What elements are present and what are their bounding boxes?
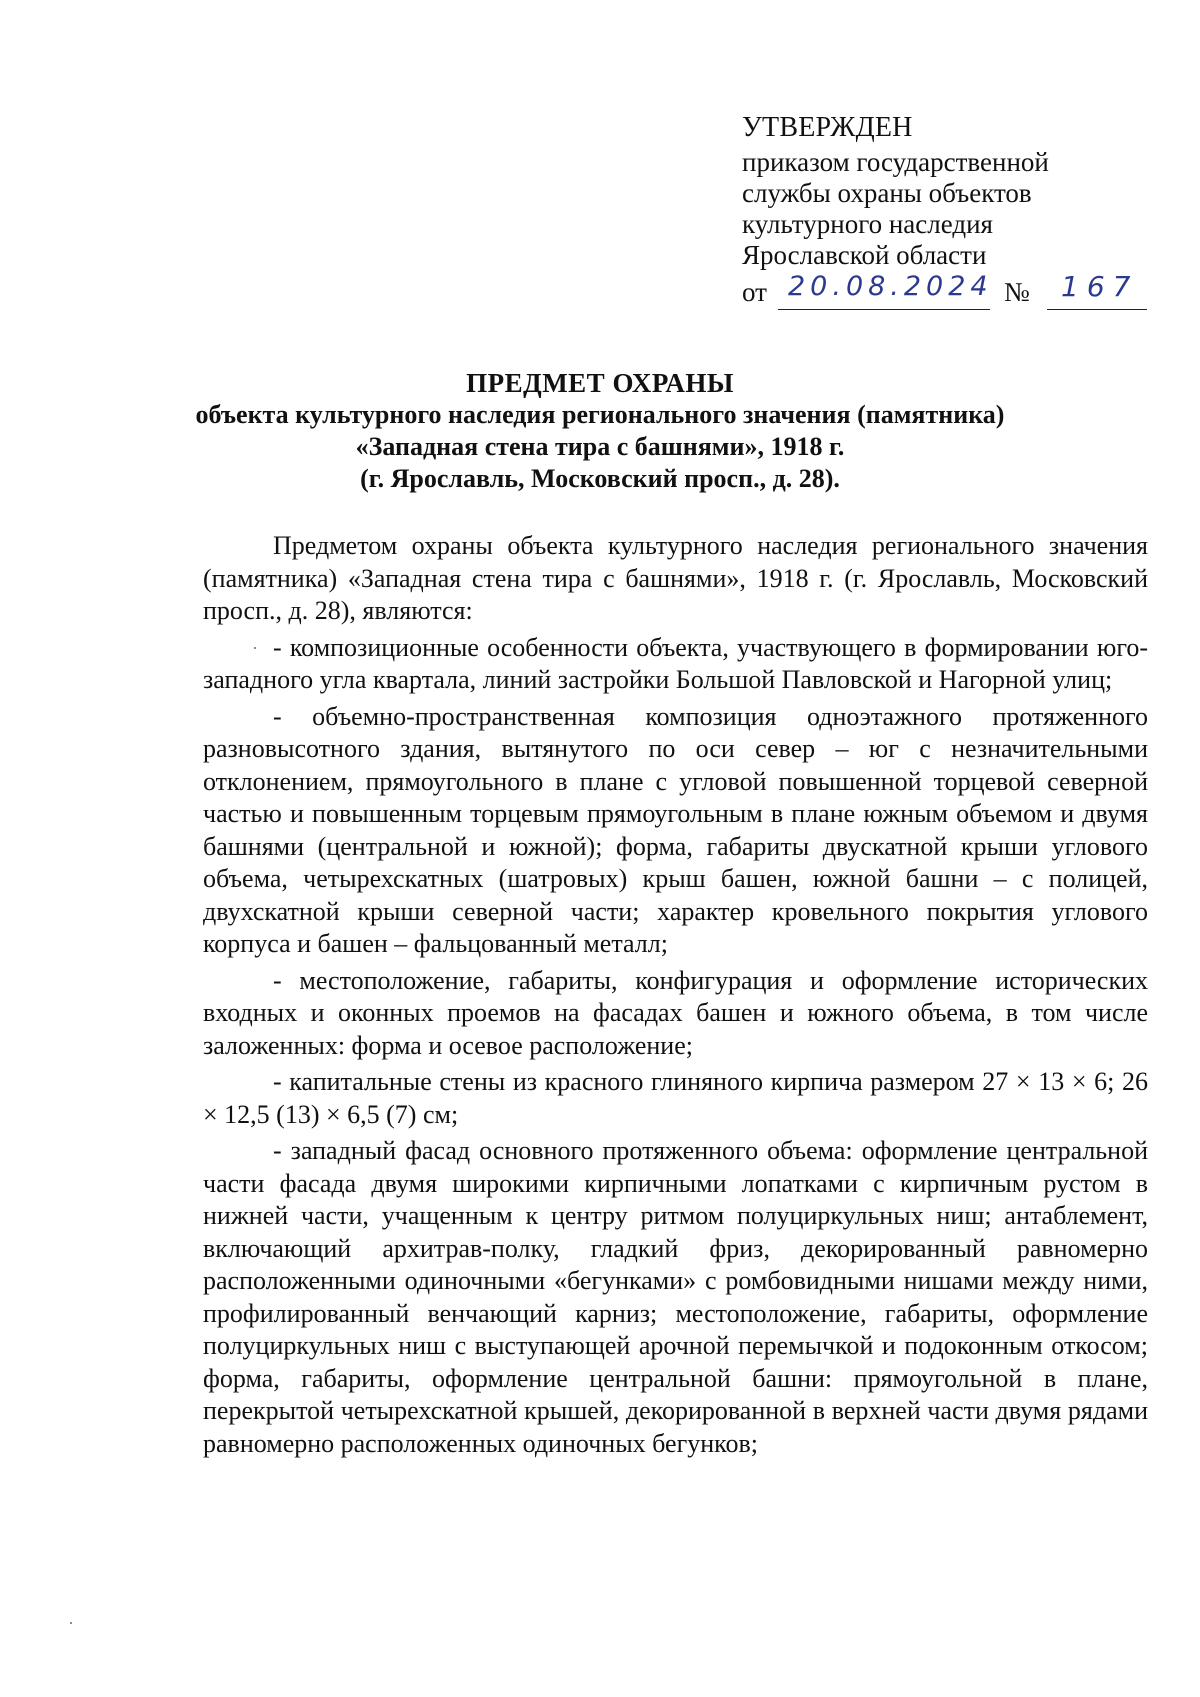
document-title: ПРЕДМЕТ ОХРАНЫ (466, 368, 734, 398)
date-field (778, 271, 993, 310)
scan-speck (70, 1622, 72, 1624)
title-line: (г. Ярославль, Московский просп., д. 28). (360, 464, 840, 493)
approval-line: культурного наследия (742, 209, 993, 239)
handwritten-date: 20.08.2024 (788, 271, 993, 302)
approval-line: приказом государственной (742, 147, 1049, 177)
list-item: - западный фасад основного протяженного объема: оформление центральной части фасада двумя широкими кирпичными лопатками с кирпичным рустом в нижней части, учащенным к центру ритмом полуциркульных ниш; антаблемент, включающий архитрав-полку, гладкий фриз, декорированный равномерно расположенными одиночными «бегунками» с ромбовидными нишами между ними, профилированный венчающий карниз; местоположение, габариты, оформление полуциркульных ниш с выступающей арочной перемычкой и подоконным откосом; форма, габариты, оформление центральной башни: прямоугольной в плане, перекрытой четырехскатной крышей, декорированной в верхней части двумя рядами равномерно расположенных одиночных бегунков; (203, 1136, 1148, 1458)
approval-line: службы охраны объектов (742, 178, 1032, 208)
scan-speck (254, 647, 256, 649)
title-line: объекта культурного наследия регионального значения (памятника) (195, 400, 1005, 429)
handwritten-number: 167 (1061, 270, 1139, 303)
title-line: «Западная стена тира с башнями», 1918 г. (355, 432, 845, 461)
list-item: - объемно-пространственная композиция одноэтажного протяженного разновысотного здания, вытянутого по оси север – юг с незначительными отклонением, прямоугольного в плане с угловой повышенной торцевой северной частью и повышенным торцевым прямоугольным в плане южным объемом и двумя башнями (центральной и южной); форма, габариты двускатной крыши углового объема, четырехскатных (шатровых) крыш башен, южной башни – с полицей, двухскатной крыши северной части; характер кровельного покрытия углового корпуса и башен – фальцованный металл; (203, 701, 1148, 958)
approval-date-line (742, 270, 1142, 311)
approval-line: Ярославской области (742, 240, 987, 270)
list-item: - композиционные особенности объекта, участвующего в формировании юго-западного угла квартала, линий застройки Большой Павловской и Нагорной улиц; (203, 632, 1148, 694)
date-prefix: от (742, 277, 767, 307)
list-item: - капитальные стены из красного глиняного кирпича размером 27 × 13 × 6; 26 × 12,5 (13) × 6,5 (7) см; (203, 1067, 1148, 1129)
intro-paragraph: Предметом охраны объекта культурного наследия регионального значения (памятника) «Западная стена тира с башнями», 1918 г. (г. Ярославль, Московский просп., д. 28), являются: (203, 531, 1148, 625)
number-field (1047, 270, 1147, 310)
document-title-block (160, 367, 1040, 495)
approval-heading: УТВЕРЖДЕН (742, 112, 913, 143)
number-sign: № (1004, 277, 1030, 307)
list-item: - местоположение, габариты, конфигурация и оформление исторических входных и оконных проемов на фасадах башен и южного объема, в том числе заложенных: форма и осевое расположение; (203, 965, 1148, 1060)
approval-block (742, 112, 1142, 311)
document-body (203, 530, 1148, 1464)
